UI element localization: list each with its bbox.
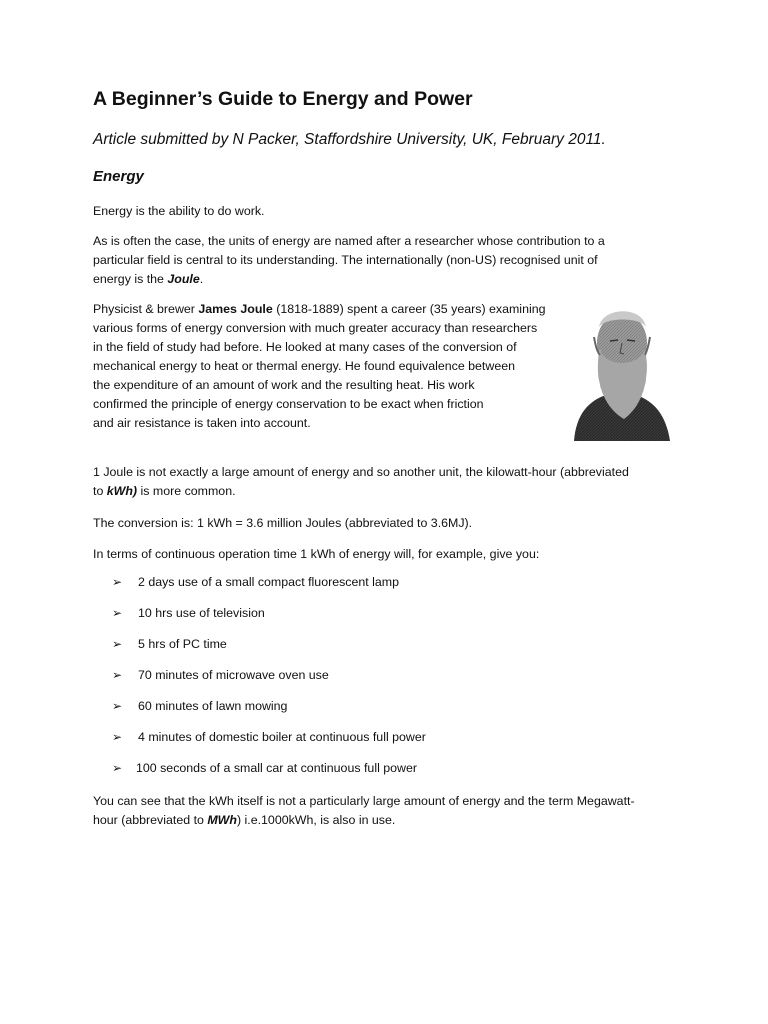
paragraph-conversion: The conversion is: 1 kWh = 3.6 million Joules (abbreviated to 3.6MJ). bbox=[93, 516, 473, 530]
emphasis-kwh: kWh) bbox=[106, 484, 138, 498]
arrow-bullet-icon: ➢ bbox=[112, 637, 123, 651]
arrow-bullet-icon: ➢ bbox=[112, 699, 123, 713]
arrow-bullet-icon: ➢ bbox=[112, 761, 123, 775]
list-item: ➢ 60 minutes of lawn mowing bbox=[112, 699, 288, 713]
page-title: A Beginner’s Guide to Energy and Power bbox=[93, 88, 473, 110]
paragraph-megawatt-hour: You can see that the kWh itself is not a particularly large amount of energy and the term Megawatt- hour (abbreviated to MWh) i.e.1000kWh, is also in use. bbox=[93, 794, 635, 827]
arrow-bullet-icon: ➢ bbox=[112, 606, 123, 620]
james-joule-portrait bbox=[566, 297, 673, 441]
paragraph-kilowatt-hour: 1 Joule is not exactly a large amount of energy and so another unit, the kilowatt-hour (abbreviated to kWh) is more common. bbox=[93, 465, 629, 498]
list-item: ➢ 70 minutes of microwave oven use bbox=[112, 668, 329, 682]
list-item: ➢ 100 seconds of a small car at continuous full power bbox=[112, 761, 418, 775]
list-item: ➢ 10 hrs use of television bbox=[112, 606, 265, 620]
emphasis-joule: Joule bbox=[167, 272, 200, 286]
list-item: ➢ 2 days use of a small compact fluorescent lamp bbox=[112, 575, 400, 589]
list-item: ➢ 5 hrs of PC time bbox=[112, 637, 227, 651]
paragraph-units: As is often the case, the units of energy are named after a researcher whose contribution to a particular field is central to its understanding. The internationally (non-US) recognised unit of energy is the Joule. bbox=[93, 234, 605, 286]
emphasis-mwh: MWh bbox=[207, 813, 237, 827]
arrow-bullet-icon: ➢ bbox=[112, 730, 123, 744]
arrow-bullet-icon: ➢ bbox=[112, 668, 123, 682]
paragraph-definition: Energy is the ability to do work. bbox=[93, 204, 265, 218]
section-heading-energy: Energy bbox=[93, 168, 144, 185]
paragraph-examples-intro: In terms of continuous operation time 1 kWh of energy will, for example, give you: bbox=[93, 547, 540, 561]
arrow-bullet-icon: ➢ bbox=[112, 575, 123, 589]
name-james-joule: James Joule bbox=[198, 302, 273, 316]
article-byline: Article submitted by N Packer, Staffordshire University, UK, February 2011. bbox=[93, 131, 606, 148]
paragraph-james-joule: Physicist & brewer James Joule (1818-1889) spent a career (35 years) examining various forms of energy conversion with much greater accuracy than researchers in the field of study had before. He looked at many cases of the conversion of mechanical energy to heat or thermal energy. He found equivalence between the expenditure of an amount of work and the resulting heat. His work confirmed the principle of energy conservation to be exact when friction and air resistance is taken into account. bbox=[93, 302, 546, 430]
list-item: ➢ 4 minutes of domestic boiler at continuous full power bbox=[112, 730, 426, 744]
